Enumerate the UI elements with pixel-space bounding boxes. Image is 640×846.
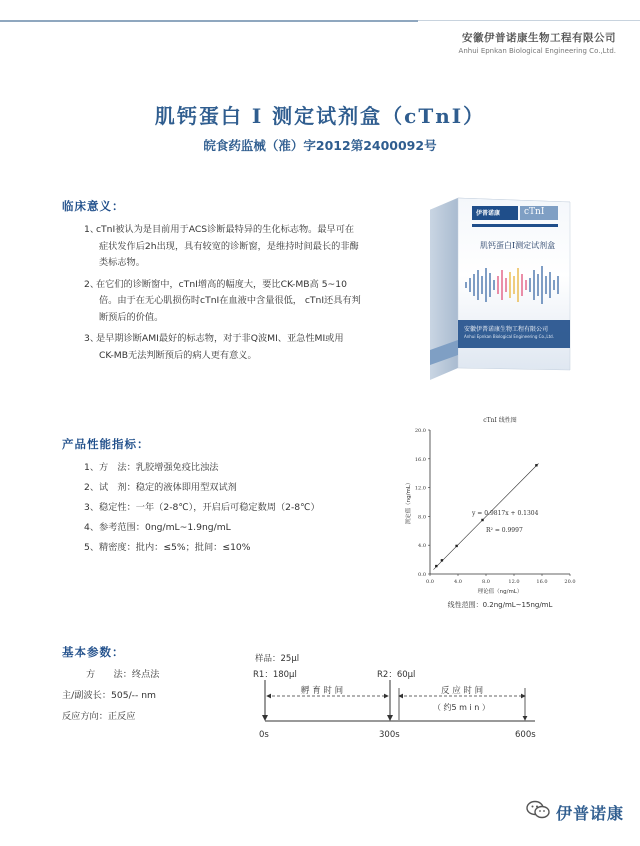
item-line: CK-MB无法判断预后的病人更有意义。 <box>99 349 257 361</box>
reaction-timeline <box>255 650 555 750</box>
linearity-chart <box>400 412 590 612</box>
y-tick-label: 0.0 <box>418 572 426 578</box>
item-number: 1、 <box>84 224 100 235</box>
chart-svg <box>400 412 590 612</box>
data-point <box>481 519 483 521</box>
kit-brand: 伊普诺康 <box>476 210 501 217</box>
kit-name: 肌钙蛋白I测定试剂盒 <box>480 241 556 250</box>
x-tick-label: 0.0 <box>426 579 434 585</box>
basic-list <box>62 664 160 727</box>
timeline-r2: R2：60μl <box>377 670 416 680</box>
fit-equation: y = 0.9817x + 0.1304 <box>472 509 539 517</box>
y-tick-label: 4.0 <box>418 543 426 550</box>
header-rule-thin <box>418 20 640 21</box>
kit-maker-en: Anhui Epnkan Biological Engineering Co.,Ltd. <box>464 334 554 339</box>
wechat-badge <box>526 800 624 824</box>
data-point <box>455 545 457 547</box>
basic-item: 主/副波长：505/-- nm <box>62 690 156 701</box>
timeline-t0: 0s <box>259 730 269 740</box>
item-line: 倍。由于在无心肌损伤时cTnI在血液中含量很低， cTnI还具有判 <box>99 295 361 306</box>
y-tick-label: 20.0 <box>414 428 426 434</box>
item-line: 类标志物。 <box>99 257 145 268</box>
y-tick-label: 8.0 <box>418 514 426 521</box>
clinical-heading: 临床意义： <box>62 199 125 213</box>
performance-item: 5、精密度：批内：≤5%；批间：≤10% <box>84 542 251 553</box>
performance-heading: 产品性能指标： <box>62 437 150 451</box>
item-line: cTnI被认为是目前用于ACS诊断最特异的生化标志物。最早可在 <box>96 224 355 235</box>
item-line: 症状发作后2h出现，具有较宽的诊断窗，是维持时间最长的非酶 <box>99 240 359 252</box>
data-point <box>441 559 443 561</box>
timeline-t1: 300s <box>379 730 400 740</box>
clinical-item <box>84 331 404 364</box>
clinical-item <box>84 222 404 272</box>
basic-item: 方 法：终点法 <box>86 669 160 680</box>
basic-item: 反应方向：正反应 <box>62 711 136 722</box>
item-number: 3、 <box>84 333 100 344</box>
performance-list <box>84 458 320 558</box>
kit-maker: 安徽伊普诺康生物工程有限公司 <box>464 326 549 333</box>
performance-item: 4、参考范围：0ng/mL~1.9ng/mL <box>84 522 231 533</box>
company-header <box>459 30 616 55</box>
page-title: 肌钙蛋白 I 测定试剂盒（cTnI） <box>154 104 486 128</box>
kit-label: cTnI <box>524 207 545 217</box>
item-line: 是早期诊断AMI最好的标志物，对于非Q波MI、亚急性MI或用 <box>96 333 344 344</box>
timeline-sample: 样品：25μl <box>255 654 300 664</box>
y-axis-label: 测定值（ng/mL） <box>406 479 412 525</box>
item-number: 2、 <box>84 278 100 290</box>
item-line: 断预后的价值。 <box>99 311 164 323</box>
x-tick-label: 12.0 <box>508 579 520 585</box>
header-rule <box>0 20 418 22</box>
x-tick-label: 16.0 <box>536 579 548 585</box>
timeline-r1: R1：180μl <box>253 670 297 680</box>
basic-heading: 基本参数： <box>62 645 125 659</box>
company-name-en: Anhui Epnkan Biological Engineering Co.,Ltd. <box>458 47 616 55</box>
wechat-icon <box>526 800 550 824</box>
timeline-reaction-note: （ 约5 m i n ） <box>433 703 490 712</box>
x-axis-label: 理论值（ng/mL） <box>477 589 523 595</box>
timeline-incubation: 孵 育 时 间 <box>301 686 344 696</box>
fit-r2: R² = 0.9997 <box>486 527 523 535</box>
registration-number: 皖食药监械（准）字2012第2400092号 <box>203 138 437 153</box>
y-tick-label: 16.0 <box>414 456 426 463</box>
x-tick-label: 8.0 <box>482 579 490 585</box>
x-tick-label: 20.0 <box>564 579 576 585</box>
clinical-item <box>84 277 404 327</box>
kit-box-image <box>420 190 580 390</box>
company-name-cn: 安徽伊普诺康生物工程有限公司 <box>462 32 616 44</box>
data-point <box>535 464 537 466</box>
y-tick-label: 12.0 <box>414 485 426 492</box>
wechat-account-name: 伊普诺康 <box>555 803 624 823</box>
clinical-list <box>84 222 404 364</box>
data-point <box>435 565 437 567</box>
performance-item: 2、试 剂：稳定的液体即用型双试剂 <box>84 482 237 493</box>
x-tick-label: 4.0 <box>454 579 462 585</box>
chart-title: cTnI 线性图 <box>483 417 517 424</box>
performance-item: 3、稳定性：一年（2-8℃），开启后可稳定数周（2-8℃） <box>84 502 320 513</box>
linearity-range: 线性范围：0.2ng/mL~15ng/mL <box>447 601 553 609</box>
item-line: 在它们的诊断窗中，cTnI增高的幅度大，要比CK-MB高 5~10 <box>96 278 347 290</box>
timeline-t2: 600s <box>515 730 536 740</box>
timeline-reaction: 反 应 时 间 <box>441 686 484 696</box>
performance-item: 1、方 法：乳胶增强免疫比浊法 <box>84 462 219 473</box>
